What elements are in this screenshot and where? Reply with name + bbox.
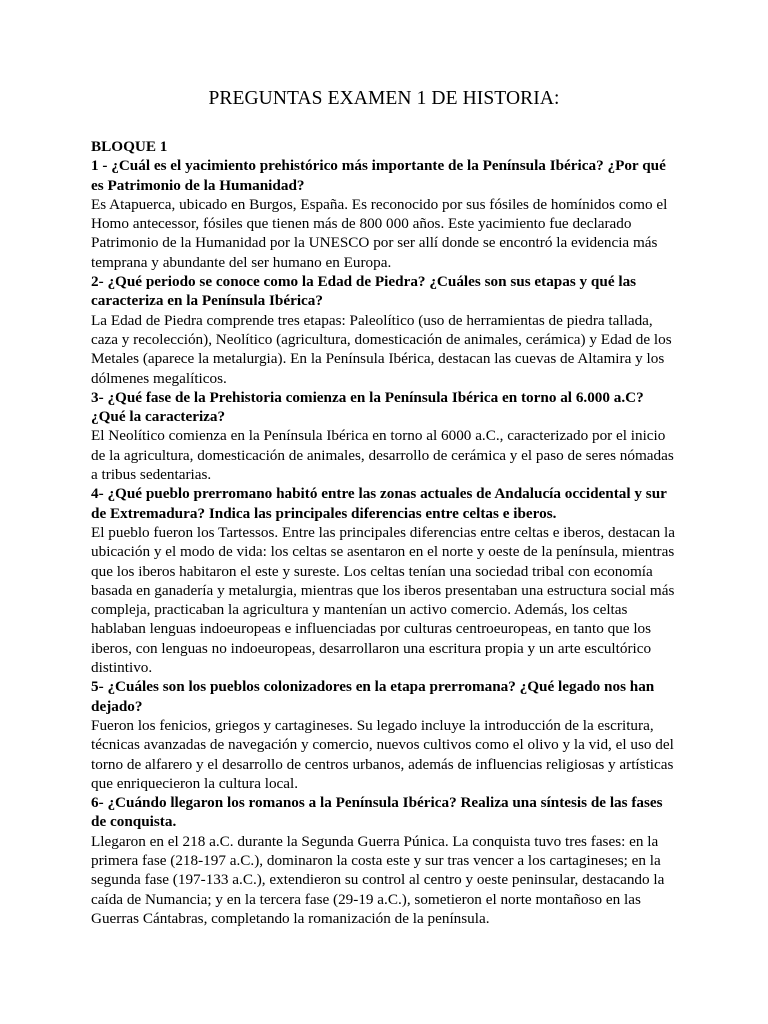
question-4: 4- ¿Qué pueblo prerromano habitó entre las zonas actuales de Andalucía occidental y sur de Extremadura? Indica las principales diferencias entre celtas e iberos.	[91, 485, 667, 522]
answer-5: Fueron los fenicios, griegos y cartagineses. Su legado incluye la introducción de la escritura, técnicas avanzadas de navegación y comercio, nuevos cultivos como el olivo y la vid, el uso del torno de alfarero y el desarrollo de centros urbanos, además de influencias religiosas y artísticas que enriquecieron la cultura local.	[91, 716, 674, 792]
document-title: PREGUNTAS EXAMEN 1 DE HISTORIA:	[208, 88, 560, 109]
document-page	[91, 86, 677, 928]
answer-3: El Neolítico comienza en la Península Ibérica en torno al 6000 a.C., caracterizado por el inicio de la agricultura, domesticación de animales, desarrollo de cerámica y el paso de seres nómadas a tribus sedentarias.	[91, 427, 674, 484]
question-2: 2- ¿Qué periodo se conoce como la Edad de Piedra? ¿Cuáles son sus etapas y qué las caracteriza en la Península Ibérica?	[91, 273, 637, 310]
answer-4: El pueblo fueron los Tartessos. Entre las principales diferencias entre celtas e iberos, destacan la ubicación y el modo de vida: los celtas se asentaron en el norte y oeste de la península, mientras que los iberos habitaron el este y sureste. Los celtas tenían una sociedad tribal con economía basada en ganadería y metalurgia, mientras que los iberos presentaban una estructura social más compleja, practicaban la agricultura y mantenían un activo comercio. Además, los celtas hablaban lenguas indoeuropeas e influenciadas por culturas centroeuropeas, en tanto que los iberos, con lenguas no indoeuropeas, desarrollaron una escritura propia y un arte escultórico distintivo.	[91, 523, 675, 677]
answer-6: Llegaron en el 218 a.C. durante la Segunda Guerra Púnica. La conquista tuvo tres fases: en la primera fase (218-197 a.C.), dominaron la costa este y sur tras vencer a los cartagineses; en la segunda fase (197-133 a.C.), extendieron su control al centro y oeste peninsular, destacando la caída de Numancia; y en la tercera fase (29-19 a.C.), sometieron el norte montañoso en las Guerras Cántabras, completando la romanización de la península.	[91, 832, 665, 927]
question-1: 1 - ¿Cuál es el yacimiento prehistórico más importante de la Península Ibérica? ¿Por qué es Patrimonio de la Humanidad?	[91, 157, 666, 194]
question-6: 6- ¿Cuándo llegaron los romanos a la Península Ibérica? Realiza una síntesis de las fases de conquista.	[91, 794, 663, 831]
question-5: 5- ¿Cuáles son los pueblos colonizadores en la etapa prerromana? ¿Qué legado nos han dejado?	[91, 678, 655, 715]
question-3: 3- ¿Qué fase de la Prehistoria comienza en la Península Ibérica en torno al 6.000 a.C? ¿Qué la caracteriza?	[91, 388, 644, 426]
answer-1: Es Atapuerca, ubicado en Burgos, España. Es reconocido por sus fósiles de homínidos como el Homo antecessor, fósiles que tienen más de 800 000 años. Este yacimiento fue declarado Patrimonio de la Humanidad por la UNESCO por ser allí donde se encontró la evidencia más temprana y abundante del ser humano en Europa.	[91, 195, 668, 271]
block-heading: BLOQUE 1	[91, 138, 168, 155]
answer-2: La Edad de Piedra comprende tres etapas: Paleolítico (uso de herramientas de piedra tallada, caza y recolección), Neolítico (agricultura, domesticación de animales, cerámica) y Edad de los Metales (aparece la metalurgia). En la Península Ibérica, destacan las cuevas de Altamira y los dólmenes megalíticos.	[91, 311, 672, 387]
